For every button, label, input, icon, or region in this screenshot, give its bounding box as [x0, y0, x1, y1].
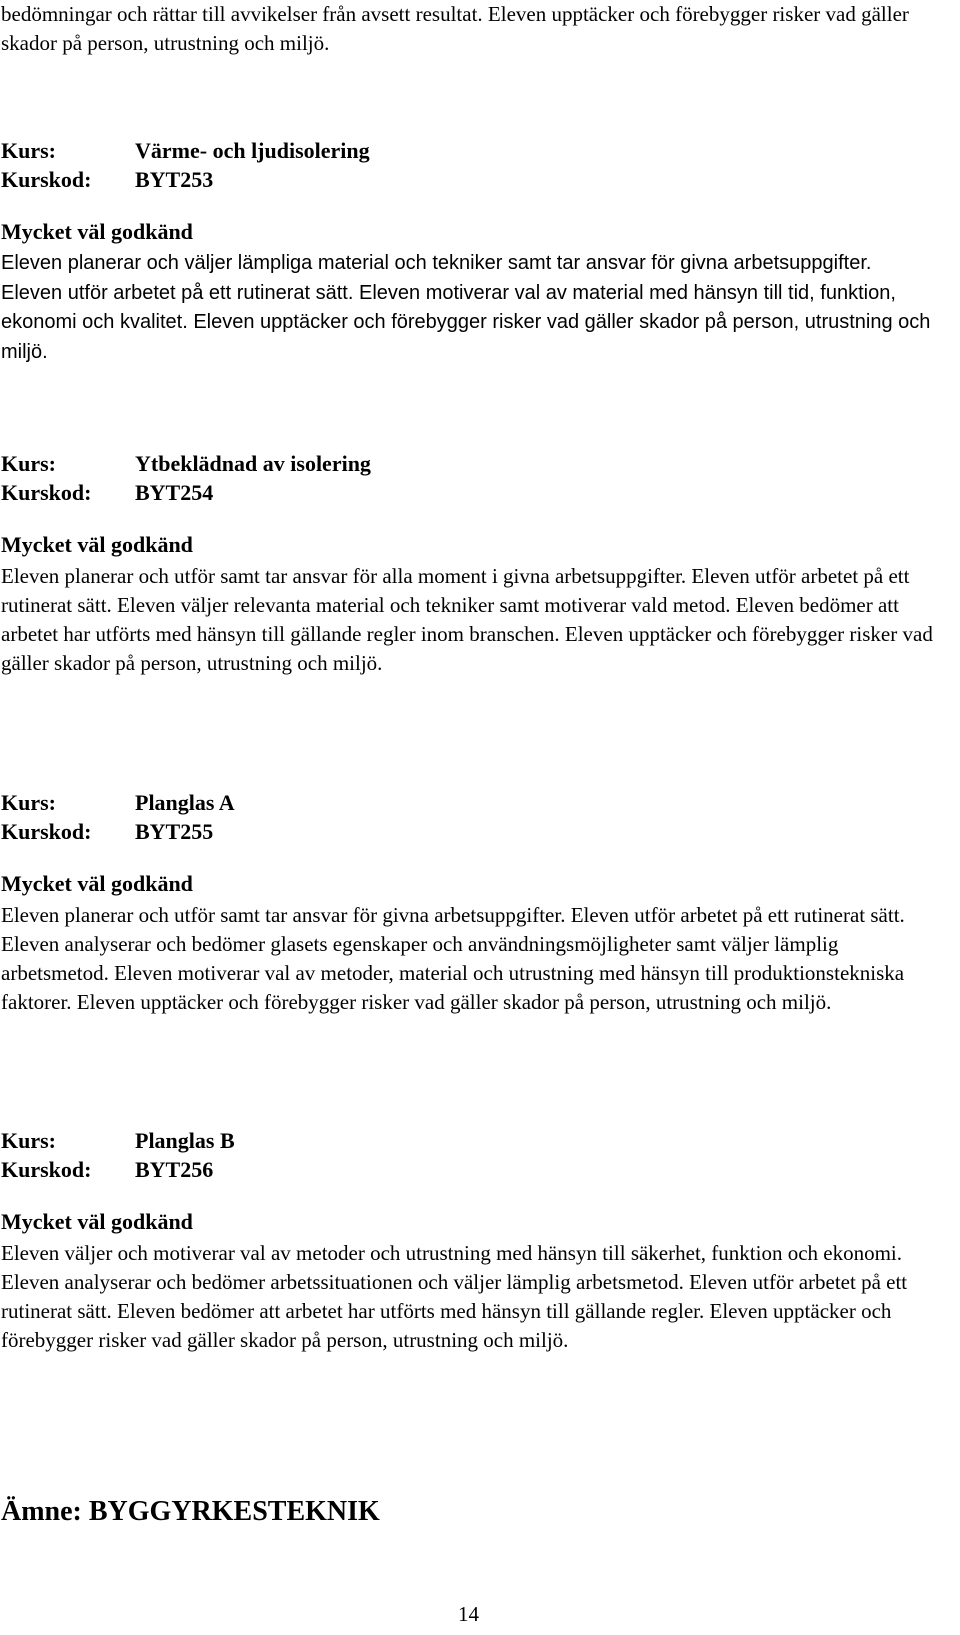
course-label: Kurs: [1, 790, 56, 815]
course-name-row [1, 1126, 936, 1155]
intro-paragraph: bedömningar och rättar till avvikelser från avsett resultat. Eleven upptäcker och förebygger risker vad gäller skador på person, utrustning och miljö. [1, 2, 909, 55]
course-code: BYT254 [135, 480, 214, 505]
course-code-label: Kurskod: [1, 480, 92, 505]
course-code: BYT255 [135, 819, 214, 844]
grade-heading: Mycket väl godkänd [1, 219, 193, 244]
course-code-label: Kurskod: [1, 1157, 92, 1182]
course-code-label: Kurskod: [1, 167, 92, 192]
course-code: BYT256 [135, 1157, 214, 1182]
course-section-byt254 [1, 449, 936, 678]
course-code: BYT253 [135, 167, 214, 192]
page-number: 14 [458, 1602, 479, 1626]
course-section-byt256 [1, 1126, 936, 1355]
course-name-row [1, 788, 936, 817]
course-name-row [1, 136, 936, 165]
course-code-row [1, 1155, 936, 1184]
grade-description: Eleven planerar och utför samt tar ansvar för givna arbetsuppgifter. Eleven utför arbetet på ett rutinerat sätt. Eleven analyserar och bedömer glasets egenskaper och användningsmöjligheter samt väljer lämplig arbetsmetod. Eleven motiverar val av metoder, material och utrustning med hänsyn till produktionstekniska faktorer. Eleven upptäcker och förebygger risker vad gäller skador på person, utrustning och miljö. [1, 903, 905, 1014]
course-name: Planglas B [135, 1128, 235, 1153]
subject-heading: Ämne: BYGGYRKESTEKNIK [1, 1496, 380, 1527]
grade-heading: Mycket väl godkänd [1, 532, 193, 557]
course-code-label: Kurskod: [1, 819, 92, 844]
course-name: Planglas A [135, 790, 235, 815]
grade-description: Eleven planerar och väljer lämpliga material och tekniker samt tar ansvar för givna arbetsuppgifter. Eleven utför arbetet på ett rutinerat sätt. Eleven motiverar val av material med hänsyn till tid, funktion, ekonomi och kvalitet. Eleven upptäcker och förebygger risker vad gäller skador på person, utrustning och miljö. [1, 252, 931, 363]
grade-heading: Mycket väl godkänd [1, 871, 193, 896]
course-code-row [1, 478, 936, 507]
course-name-row [1, 449, 936, 478]
grade-heading: Mycket väl godkänd [1, 1209, 193, 1234]
grade-description: Eleven väljer och motiverar val av metoder och utrustning med hänsyn till säkerhet, funktion och ekonomi. Eleven analyserar och bedömer arbetssituationen och väljer lämplig arbetsmetod. Eleven utför arbetet på ett rutinerat sätt. Eleven bedömer att arbetet har utförts med hänsyn till gällande regler. Eleven upptäcker och förebygger risker vad gäller skador på person, utrustning och miljö. [1, 1241, 908, 1352]
course-code-row [1, 165, 936, 194]
course-label: Kurs: [1, 1128, 56, 1153]
grade-description: Eleven planerar och utför samt tar ansvar för alla moment i givna arbetsuppgifter. Eleven utför arbetet på ett rutinerat sätt. Eleven väljer relevanta material och tekniker samt motiverar vald metod. Eleven bedömer att arbetet har utförts med hänsyn till gällande regler inom branschen. Eleven upptäcker och förebygger risker vad gäller skador på person, utrustning och miljö. [1, 564, 933, 675]
course-section-byt253 [1, 136, 936, 367]
course-section-byt255 [1, 788, 936, 1017]
course-code-row [1, 817, 936, 846]
course-name: Värme- och ljudisolering [135, 138, 370, 163]
course-label: Kurs: [1, 451, 56, 476]
course-name: Ytbeklädnad av isolering [135, 451, 371, 476]
course-label: Kurs: [1, 138, 56, 163]
